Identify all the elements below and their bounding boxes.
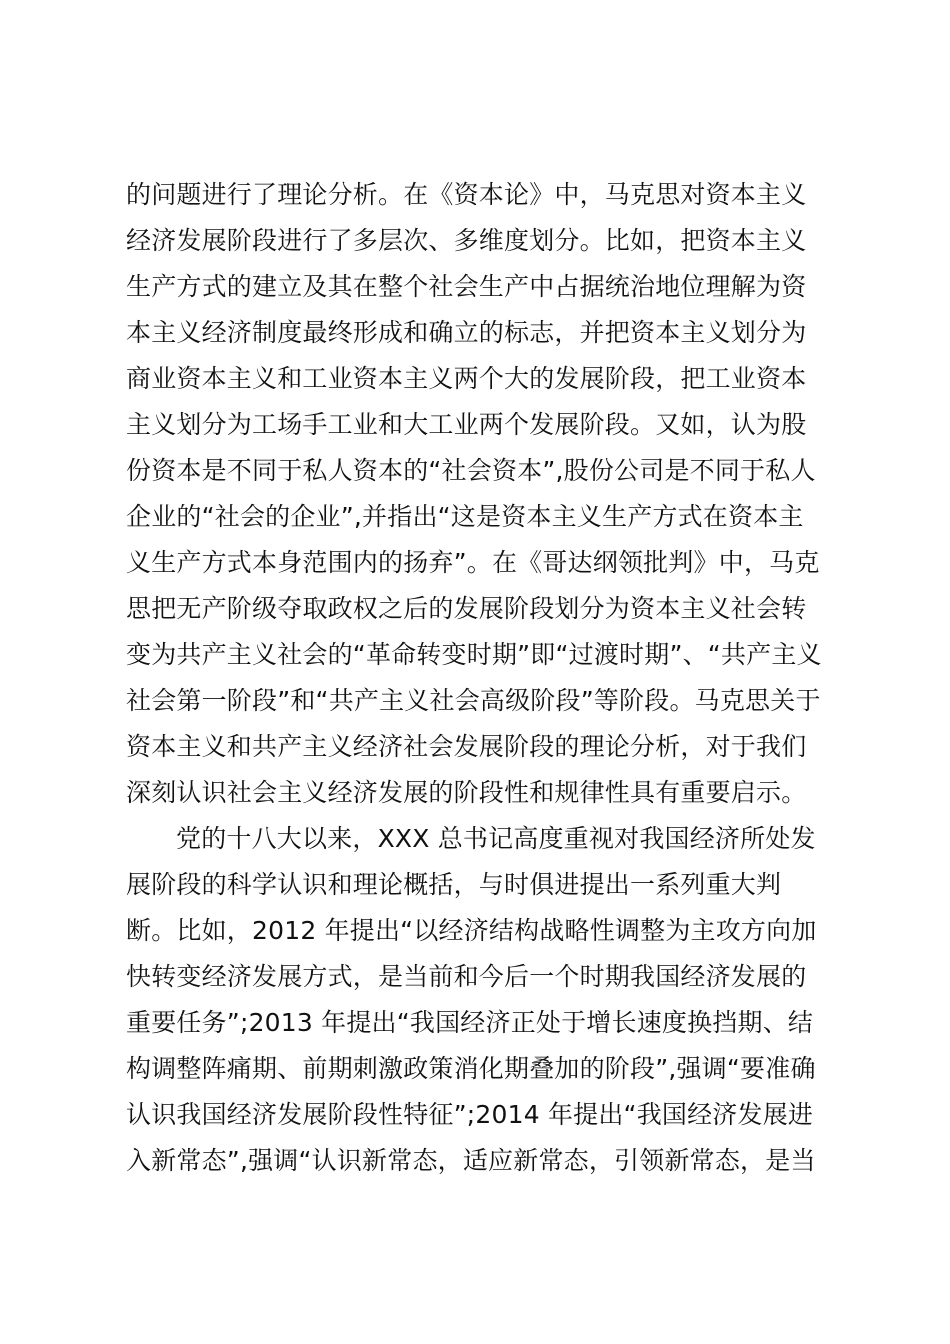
text-line: 生产方式的建立及其在整个社会生产中占据统治地位理解为资 xyxy=(126,272,807,301)
text-line: 展阶段的科学认识和理论概括，与时俱进提出一系列重大判 xyxy=(126,870,782,899)
text-line: 构调整阵痛期、前期刺激政策消化期叠加的阶段”,强调“要准确 xyxy=(126,1054,816,1083)
text-line: 重要任务”;2013 年提出“我国经济正处于增长速度换挡期、结 xyxy=(126,1008,814,1037)
text-line: 经济发展阶段进行了多层次、多维度划分。比如，把资本主义 xyxy=(126,226,807,255)
text-line: 资本主义和共产主义经济社会发展阶段的理论分析，对于我们 xyxy=(126,732,807,761)
text-line: 的问题进行了理论分析。在《资本论》中，马克思对资本主义 xyxy=(126,180,807,209)
text-line: 本主义经济制度最终形成和确立的标志，并把资本主义划分为 xyxy=(126,318,807,347)
text-line: 义生产方式本身范围内的扬弃”。在《哥达纲领批判》中，马克 xyxy=(126,548,820,577)
text-line: 入新常态”,强调“认识新常态，适应新常态，引领新常态，是当 xyxy=(126,1146,816,1175)
text-line: 断。比如，2012 年提出“以经济结构战略性调整为主攻方向加 xyxy=(126,916,817,945)
text-line: 商业资本主义和工业资本主义两个大的发展阶段，把工业资本 xyxy=(126,364,807,393)
text-line: 思把无产阶级夺取政权之后的发展阶段划分为资本主义社会转 xyxy=(126,594,807,623)
text-line: 企业的“社会的企业”,并指出“这是资本主义生产方式在资本主 xyxy=(126,502,804,531)
paragraph-start-line: 党的十八大以来，XXX 总书记高度重视对我国经济所处发 xyxy=(176,824,816,853)
text-line: 社会第一阶段”和“共产主义社会高级阶段”等阶段。马克思关于 xyxy=(126,686,821,715)
text-line: 主义划分为工场手工业和大工业两个发展阶段。又如，认为股 xyxy=(126,410,807,439)
text-line: 变为共产主义社会的“革命转变时期”即“过渡时期”、“共产主义 xyxy=(126,640,822,669)
text-line: 深刻认识社会主义经济发展的阶段性和规律性具有重要启示。 xyxy=(126,778,807,807)
text-line: 份资本是不同于私人资本的“社会资本”,股份公司是不同于私人 xyxy=(126,456,816,485)
text-line: 快转变经济发展方式，是当前和今后一个时期我国经济发展的 xyxy=(126,962,807,991)
text-line: 认识我国经济发展阶段性特征”;2014 年提出“我国经济发展进 xyxy=(126,1100,814,1129)
